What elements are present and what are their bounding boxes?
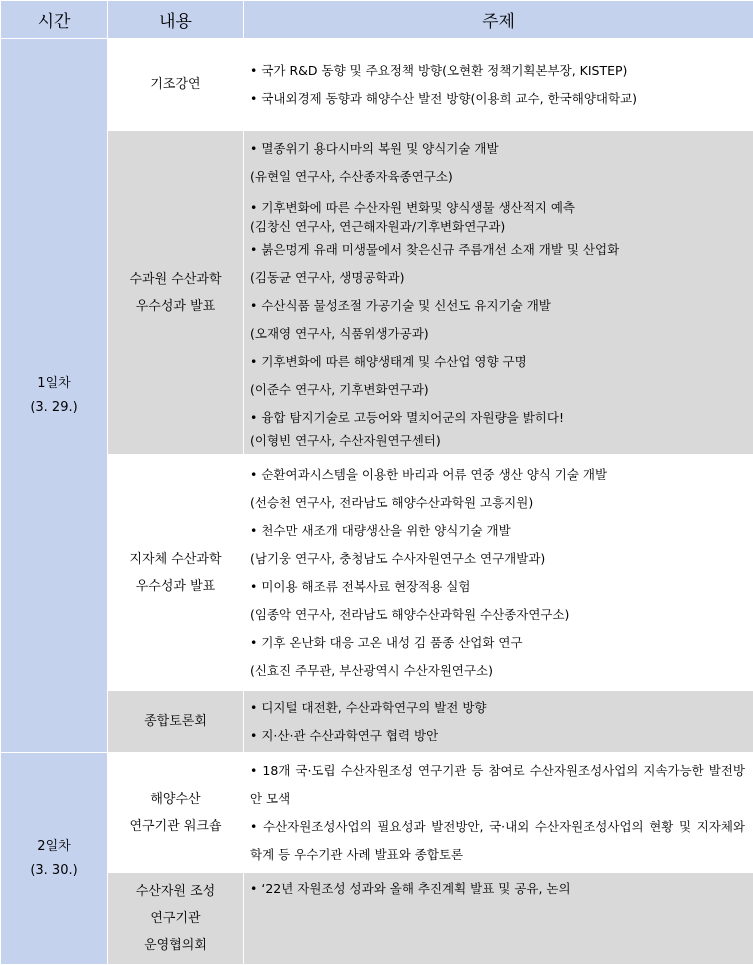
topic-title: • 기후변화에 따른 수산자원 변화및 양식생물 생산적지 예측 (250, 197, 745, 218)
workshop-label-line2: 연구기관 워크숍 (108, 813, 243, 840)
topic-affiliation: (김창신 연구사, 연근해자원과/기후변화연구과) (250, 218, 745, 236)
council-label-line1: 수산자원 조성 (108, 878, 243, 905)
workshop-item: • 18개 국·도립 수산자원조성 연구기관 등 참여로 수산자원조성사업의 지속가능한 발전방안 모색 (250, 757, 745, 813)
topic-affiliation: (이준수 연구사, 기후변화연구과) (250, 376, 745, 404)
topic-affiliation: (임종악 연구사, 전라남도 해양수산과학원 수산종자연구소) (250, 601, 745, 629)
local-topics (244, 455, 753, 691)
keynote-item: • 국내외경제 동향과 해양수산 발전 방향(이용희 교수, 한국해양대학교) (250, 85, 745, 113)
nifs-label-line2: 우수성과 발표 (108, 293, 243, 320)
nifs-topics (244, 131, 753, 455)
topic-affiliation: (남기웅 연구사, 충청남도 수사자원연구소 연구개발과) (250, 545, 745, 573)
day2-cell (1, 753, 108, 965)
day1-cell (1, 39, 108, 753)
topic-affiliation: (김동균 연구사, 생명공학과) (250, 264, 745, 292)
topic-title: • 천수만 새조개 대량생산을 위한 양식기술 개발 (250, 517, 745, 545)
discussion-label: 종합토론회 (108, 691, 244, 753)
topic-title: • 붉은멍게 유래 미생물에서 찾은신규 주름개선 소재 개발 및 산업화 (250, 236, 745, 264)
topic-title: • 멸종위기 용다시마의 복원 및 양식기술 개발 (250, 135, 745, 163)
day2-label: 2일차 (1, 835, 107, 859)
local-label (108, 455, 244, 691)
keynote-item: • 국가 R&D 동향 및 주요정책 방향(오현환 정책기획본부장, KISTEP) (250, 57, 745, 85)
discussion-row (1, 691, 753, 753)
header-topic: 주제 (244, 1, 753, 39)
header-row (1, 1, 753, 39)
header-time: 시간 (1, 1, 108, 39)
topic-affiliation: (신효진 주무관, 부산광역시 수산자원연구소) (250, 657, 745, 685)
topic-title: • 융합 탐지기술로 고등어와 멸치어군의 자원량을 밝히다! (250, 404, 745, 432)
topic-title: • 수산식품 물성조절 가공기술 및 신선도 유지기술 개발 (250, 292, 745, 320)
topic-affiliation: (이형빈 연구사, 수산자원연구센터) (250, 432, 745, 450)
workshop-topics (244, 753, 753, 873)
keynote-topics (244, 39, 753, 131)
discussion-item: • 디지털 대전환, 수산과학연구의 발전 방향 (250, 694, 745, 722)
topic-affiliation: (선승천 연구사, 전라남도 해양수산과학원 고흥지원) (250, 489, 745, 517)
local-label-line2: 우수성과 발표 (108, 573, 243, 600)
day2-date: (3. 30.) (1, 859, 107, 883)
council-item: • ‘22년 자원조성 성과와 올해 추진계획 발표 및 공유, 논의 (250, 875, 745, 903)
council-label-line3: 운영협의회 (108, 932, 243, 959)
council-topics (244, 873, 753, 965)
day1-label: 1일차 (1, 372, 107, 396)
topic-title: • 기후 온난화 대응 고온 내성 김 품종 산업화 연구 (250, 629, 745, 657)
workshop-label (108, 753, 244, 873)
day1-date: (3. 29.) (1, 396, 107, 420)
keynote-label: 기조강연 (108, 39, 244, 131)
council-label-line2: 연구기관 (108, 905, 243, 932)
topic-affiliation: (오재영 연구사, 식품위생가공과) (250, 320, 745, 348)
topic-affiliation: (유현일 연구사, 수산종자육종연구소) (250, 163, 745, 191)
local-label-line1: 지자체 수산과학 (108, 546, 243, 573)
workshop-label-line1: 해양수산 (108, 786, 243, 813)
nifs-row (1, 131, 753, 455)
discussion-topics (244, 691, 753, 753)
topic-title: • 기후변화에 따른 해양생태계 및 수산업 영향 구명 (250, 348, 745, 376)
council-row (1, 873, 753, 965)
nifs-label (108, 131, 244, 455)
keynote-row (1, 39, 753, 131)
discussion-item: • 지·산·관 수산과학연구 협력 방안 (250, 722, 745, 750)
nifs-label-line1: 수과원 수산과학 (108, 266, 243, 293)
workshop-row (1, 753, 753, 873)
local-row (1, 455, 753, 691)
topic-title: • 순환여과시스템을 이용한 바리과 어류 연중 생산 양식 기술 개발 (250, 461, 745, 489)
header-content: 내용 (108, 1, 244, 39)
topic-title: • 미이용 해조류 전복사료 현장적용 실험 (250, 573, 745, 601)
council-label (108, 873, 244, 965)
workshop-item: • 수산자원조성사업의 필요성과 발전방안, 국·내외 수산자원조성사업의 현황 및 지자체와 학계 등 우수기관 사례 발표와 종합토론 (250, 813, 745, 869)
